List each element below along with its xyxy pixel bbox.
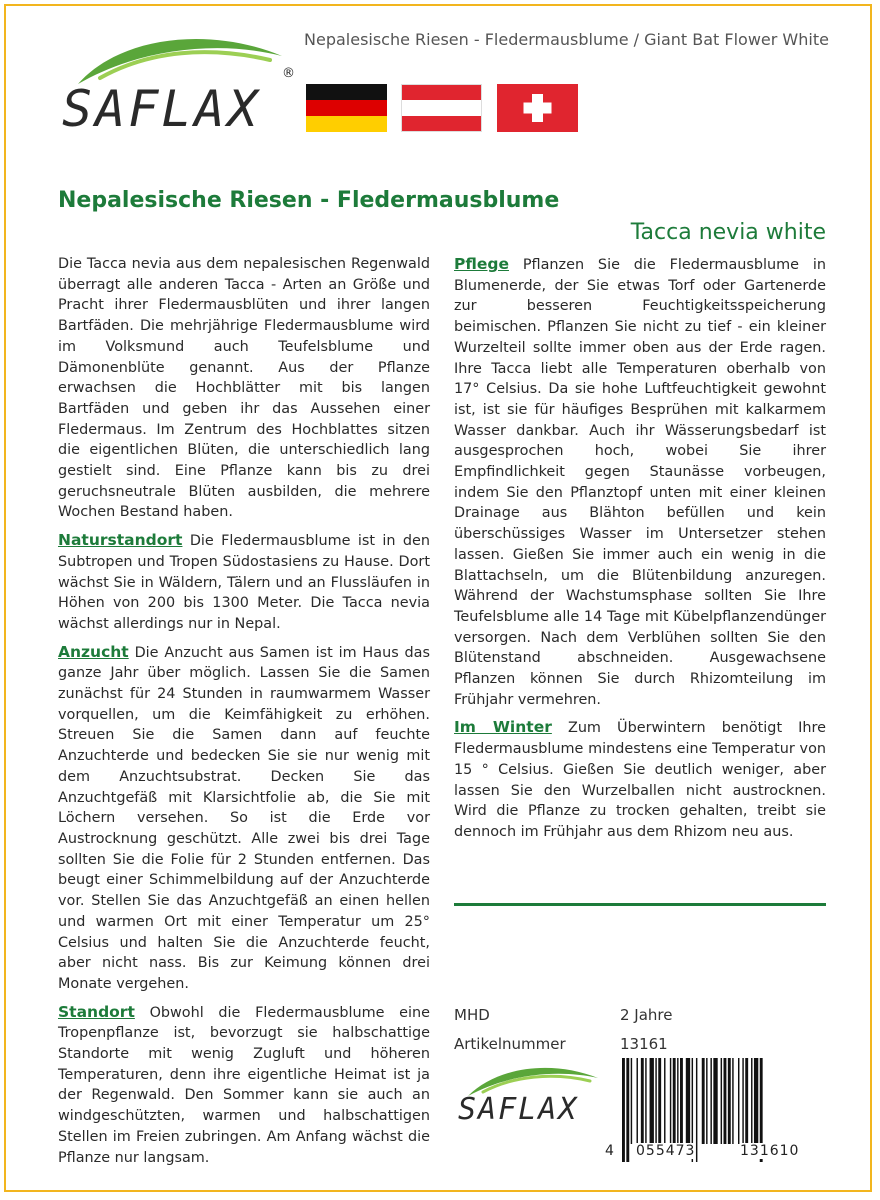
section-standort (58, 1002, 430, 1169)
text-naturstandort: Die Fledermausblume ist in den Subtropen und Tropen Südostasiens zu Hause. Dort wächst Sie in Wäldern, Tälern und an Flussläufen in Höhen von 200 bis 1300 Meter. Die Tacca nevia wächst allerdings nur in Nepal. (58, 533, 430, 632)
brand-logo (60, 28, 300, 140)
barcode-bar (664, 1058, 665, 1144)
barcode-bar (655, 1058, 656, 1144)
barcode-bar (724, 1058, 727, 1144)
barcode-group-right: 131610 (740, 1143, 800, 1159)
section-anzucht (58, 642, 430, 995)
barcode-bar (728, 1058, 731, 1144)
barcode-bar (738, 1058, 739, 1144)
barcode-bar (680, 1058, 683, 1144)
intro-paragraph: Die Tacca nevia aus dem nepalesischen Regenwald überragt alle anderen Tacca - Arten an Größe und Pracht ihrer Fledermausblüten und ihrer langen Bartfäden. Die mehrjährige Fledermausblume wird im Volksmund auch Teufelsblume und Dämonenblüte genannt. Aus der Pflanze erwachsen die Hochblätter mit bis langen Bartfäden und geben ihr das Aussehen einer Fledermaus. Im Zentrum des Hochblattes sitzen die eigentlichen Blüten, die unterschiedlich lang gestielt sind. Eine Pflanze kann bis zu drei geruchsneutrale Blüten ausbilden, die mehrere Wochen Bestand haben. (58, 256, 430, 521)
mhd-label: MHD (454, 1006, 490, 1024)
switzerland-flag-icon (497, 84, 578, 132)
germany-flag-icon (306, 84, 387, 132)
barcode-bar (686, 1058, 690, 1144)
barcode-bar (742, 1058, 743, 1144)
section-winter (454, 717, 826, 842)
text-anzucht: Die Anzucht aus Samen ist im Haus das ganze Jahr über möglich. Lassen Sie die Samen zunächst für 24 Stunden in raumwarmem Wasser vorquellen, um die Keimfähigkeit zu erhöhen. Streuen Sie die Samen dann auf feuchte Anzuchterde und bedecken Sie sie nur wenig mit dem Anzuchtsubstrat. Decken Sie das Anzuchtgefäß mit Klarsichtfolie ab, die Sie mit Löchern versehen. So ist die Erde vor Austrocknung geschützt. Alle zwei bis drei Tage sollten Sie die Folie für 2 Stunden entfernen. Das beugt einer Schimmelbildung auf der Anzuchterde vor. Stellen Sie das Anzuchtgefäß an einen hellen und warmen Ort mit einer Temperatur um 25° Celsius und halten Sie die Anzuchterde feucht, aber nicht nass. Bis zur Keimung können drei Monate vergehen. (58, 644, 430, 992)
barcode-digit-first: 4 (605, 1143, 614, 1159)
mhd-value: 2 Jahre (620, 1006, 673, 1024)
barcode-bar (645, 1058, 646, 1144)
heading-naturstandort: Naturstandort (58, 531, 183, 550)
heading-winter: Im Winter (454, 718, 552, 737)
barcode-bar (702, 1058, 705, 1144)
barcode-bar (706, 1058, 707, 1144)
barcode-bar (710, 1058, 711, 1144)
leaf-swoosh-icon (60, 28, 300, 88)
heading-pflege: Pflege (454, 255, 509, 273)
barcode-bar (658, 1058, 661, 1144)
section-pflege (454, 254, 826, 710)
left-column (58, 254, 430, 1175)
text-standort: Obwohl die Fledermausblume eine Tropenpflanze ist, bevorzugt sie halbschattige Standorte mit wenig Zugluft und höheren Temperaturen, denn ihre eigentliche Heimat ist ja der Regenwald. Den Sommer kann sie auch an windgeschützten, warmen und halbschattigen Stellen im Freien zubringen. Am Anfang wächst die Pflanze nur langsam. (58, 1004, 430, 1166)
barcode-bar (626, 1058, 629, 1162)
text-winter: Zum Überwintern benötigt Ihre Fledermausblume mindestens eine Temperatur von 15 ° Celsius. Gießen Sie deutlich weniger, aber lassen Sie den Wurzelballen nicht austrocknen. Wird die Pflanze zu trocken gehalten, treibt sie dennoch im Frühjahr aus dem Rhizom neu aus. (454, 720, 826, 840)
divider (454, 903, 826, 906)
barcode-bar (696, 1058, 697, 1162)
barcode-bar (754, 1058, 758, 1144)
brand-logo-small (458, 1062, 608, 1132)
page-title: Nepalesische Riesen - Fledermausblume (58, 188, 560, 213)
barcode-bar (673, 1058, 676, 1144)
barcode-bar (622, 1058, 625, 1162)
brand-wordmark-small: SAFLAX (458, 1092, 579, 1127)
product-line: Nepalesische Riesen - Fledermausblume / Giant Bat Flower White (304, 30, 829, 49)
section-naturstandort (58, 530, 430, 635)
brand-wordmark: SAFLAX (62, 80, 261, 138)
barcode-bar (650, 1058, 654, 1144)
austria-flag-icon (401, 84, 482, 132)
barcode-bar (745, 1058, 748, 1144)
barcode-bar (713, 1058, 717, 1144)
right-column (454, 254, 826, 850)
barcode-bar (677, 1058, 678, 1144)
barcode-bar (631, 1058, 632, 1144)
barcode-bar (670, 1058, 671, 1144)
heading-anzucht: Anzucht (58, 642, 129, 661)
article-value: 13161 (620, 1035, 668, 1053)
barcode-bar (637, 1058, 638, 1144)
barcode-bar (751, 1058, 752, 1144)
registered-mark: ® (282, 66, 295, 81)
barcode-group-left: 055473 (636, 1143, 696, 1159)
barcode-bar (641, 1058, 644, 1144)
barcode-bar (721, 1058, 722, 1144)
article-label: Artikelnummer (454, 1035, 566, 1053)
text-pflege: Pflanzen Sie die Fledermausblume in Blumenerde, der Sie etwas Torf oder Gartenerde zur besseren Feuchtigkeitsspeicherung beimischen. Pflanzen Sie nicht zu tief - ein kleiner Wurzelteil sollte immer oben aus der Erde ragen. Ihre Tacca liebt alle Temperaturen oberhalb von 17° Celsius. Da sie hohe Luftfeuchtigkeit gewohnt ist, ist sie für häufiges Besprühen mit kalkarmem Wasser dankbar. Auch ihr Wässerungsbedarf ist ausgesprochen hoch, wobei Sie ihrer Empfindlichkeit gegen Staunässe vorbeugen, indem Sie den Pflanztopf unten mit einer kleinen Drainage aus Blähton befüllen und kein überschüssiges Wasser im Untersetzer stehen lassen. Gießen Sie immer auch ein wenig in die Blattachseln, um die Blütenbildung anzuregen. Während der Wachstumsphase sollten Sie Ihre Teufelsblume alle 14 Tage mit Kübelpflanzendünger versorgen. Nach dem Verblühen sollten Sie den Blütenstand abschneiden. Ausgewachsene Pflanzen können Sie durch Rhizomteilung im Frühjahr vermehren. (454, 257, 826, 708)
barcode-bar (732, 1058, 733, 1144)
botanical-name: Tacca nevia white (630, 220, 826, 245)
heading-standort: Standort (58, 1002, 135, 1021)
